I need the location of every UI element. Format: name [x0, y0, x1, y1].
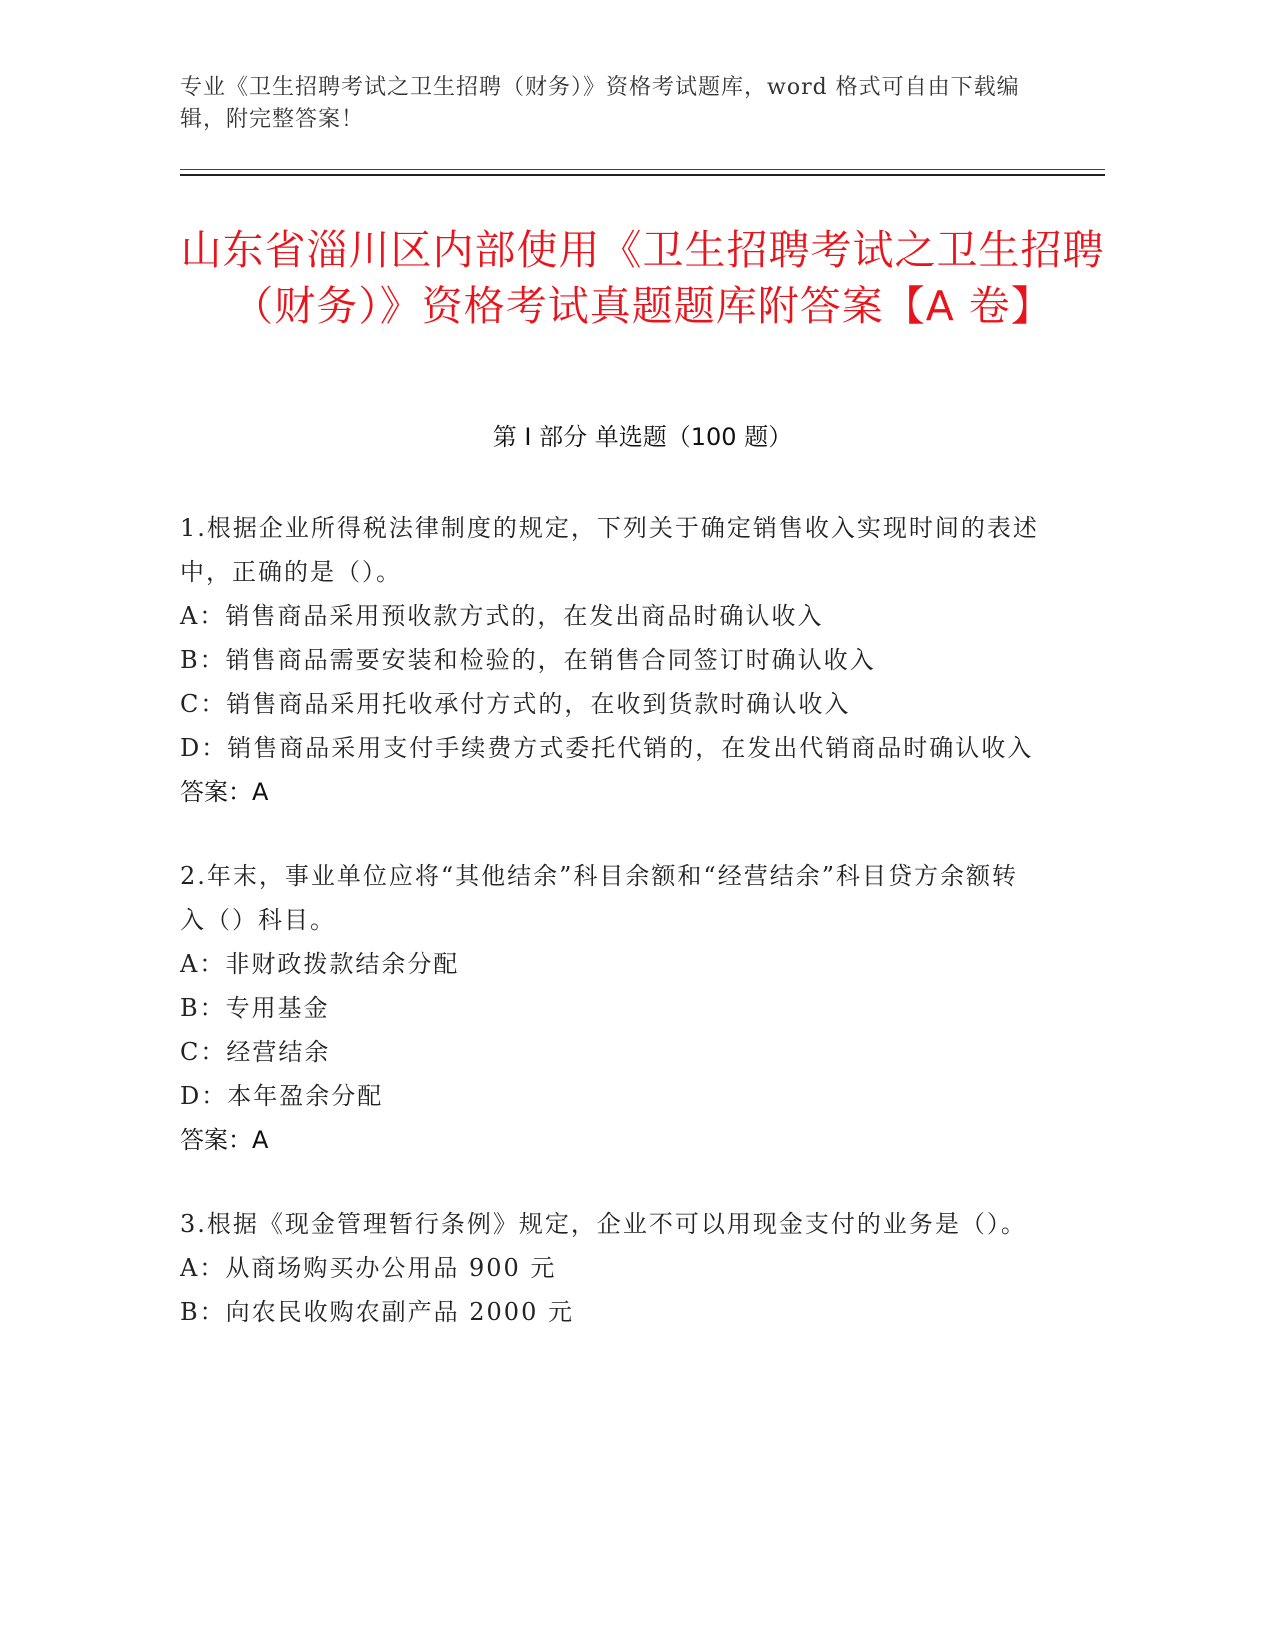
- answer: 答案：A: [180, 1126, 269, 1154]
- answer: 答案：A: [180, 778, 269, 806]
- option-b: B：销售商品需要安装和检验的，在销售合同签订时确认收入: [180, 646, 876, 674]
- question-list: [180, 506, 1040, 1374]
- option-a: A：非财政拨款结余分配: [180, 950, 460, 978]
- option-d: D：销售商品采用支付手续费方式委托代销的，在发出代销商品时确认收入: [180, 734, 1034, 762]
- section-heading: 第 I 部分 单选题（100 题）: [492, 423, 793, 451]
- option-a: A：销售商品采用预收款方式的，在发出商品时确认收入: [180, 602, 824, 630]
- question-3: [180, 1202, 1040, 1334]
- document-title: 山东省淄川区内部使用《卫生招聘考试之卫生招聘（财务）》资格考试真题题库附答案【A 卷】: [180, 226, 1105, 330]
- question-stem: 1.根据企业所得税法律制度的规定，下列关于确定销售收入实现时间的表述中，正确的是（）。: [180, 514, 1039, 586]
- option-b: B：向农民收购农副产品 2000 元: [180, 1298, 574, 1326]
- header-note: 专业《卫生招聘考试之卫生招聘（财务）》资格考试题库，word 格式可自由下载编辑，附完整答案！: [180, 75, 1020, 132]
- header-divider-thick: [180, 174, 1105, 176]
- option-c: C：经营结余: [180, 1038, 331, 1066]
- question-stem: 2.年末，事业单位应将“其他结余”科目余额和“经营结余”科目贷方余额转入（）科目。: [180, 862, 1018, 934]
- question-2: [180, 854, 1040, 1162]
- header-divider-thin: [180, 169, 1105, 170]
- option-b: B：专用基金: [180, 994, 330, 1022]
- question-1: [180, 506, 1040, 814]
- question-stem: 3.根据《现金管理暂行条例》规定，企业不可以用现金支付的业务是（）。: [180, 1210, 1027, 1238]
- option-d: D：本年盈余分配: [180, 1082, 384, 1110]
- option-c: C：销售商品采用托收承付方式的，在收到货款时确认收入: [180, 690, 851, 718]
- option-a: A：从商场购买办公用品 900 元: [180, 1254, 557, 1282]
